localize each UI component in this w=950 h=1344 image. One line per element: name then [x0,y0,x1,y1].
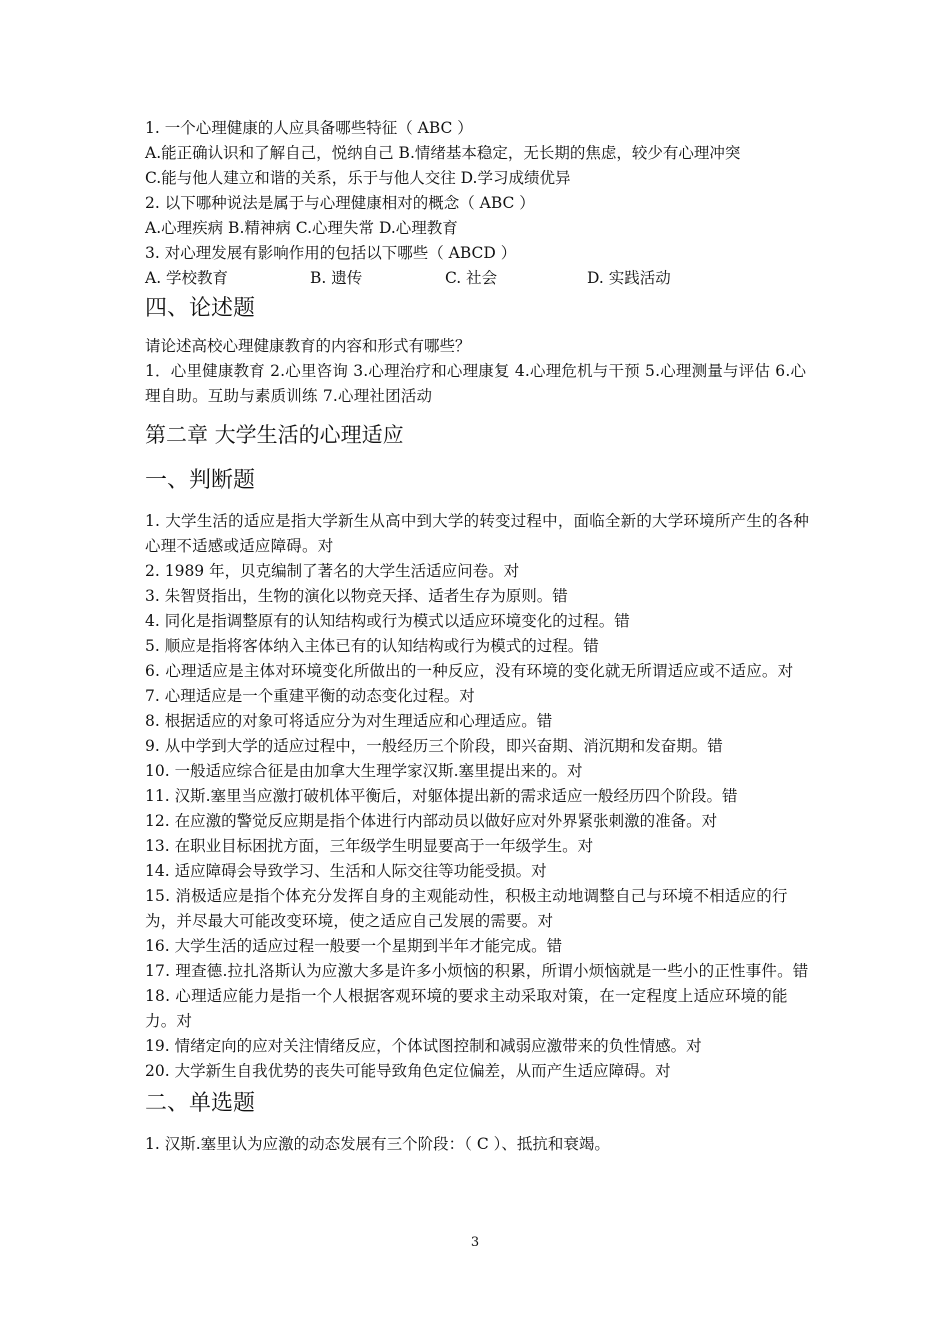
single-choice-section-heading: 二、单选题 [145,1091,256,1116]
true-false-item: 2. 1989 年，贝克编制了著名的大学生活适应问卷。对 [145,562,520,580]
true-false-item: 13. 在职业目标困扰方面，三年级学生明显要高于一年级学生。对 [145,837,594,855]
question-3-option-a: A. 学校教育 [145,269,229,287]
question-3-option-c: C. 社会 [445,269,498,287]
true-false-item: 1. 大学生活的适应是指大学新生从高中到大学的转变过程中，面临全新的大学环境所产生的各种心理不适感或适应障碍。对 [145,512,810,555]
true-false-item: 12. 在应激的警觉反应期是指个体进行内部动员以做好应对外界紧张刺激的准备。对 [145,812,718,830]
true-false-item: 16. 大学生活的适应过程一般要一个星期到半年才能完成。错 [145,937,563,955]
true-false-item: 5. 顺应是指将客体纳入主体已有的认知结构或行为模式的过程。错 [145,637,599,655]
true-false-item: 9. 从中学到大学的适应过程中，一般经历三个阶段，即兴奋期、消沉期和发奋期。错 [145,737,723,755]
multi-choice-question-1: 1. 一个心理健康的人应具备哪些特征（ ABC ） [145,119,473,137]
essay-answer: 1．心里健康教育 2.心里咨询 3.心理治疗和心理康复 4.心理危机与干预 5.心理测量与评估 6.心理自助。互助与素质训练 7.心理社团活动 [145,362,807,405]
multi-choice-question-2: 2. 以下哪种说法是属于与心理健康相对的概念（ ABC ） [145,194,535,212]
true-false-section-heading: 一、判断题 [145,468,256,493]
true-false-item: 11. 汉斯.塞里当应激打破机体平衡后，对躯体提出新的需求适应一般经历四个阶段。错 [145,787,738,805]
true-false-item: 20. 大学新生自我优势的丧失可能导致角色定位偏差，从而产生适应障碍。对 [145,1062,671,1080]
essay-question: 请论述高校心理健康教育的内容和形式有哪些？ [145,337,471,355]
true-false-item: 10. 一般适应综合征是由加拿大生理学家汉斯.塞里提出来的。对 [145,762,583,780]
true-false-item: 17. 理查德.拉扎洛斯认为应激大多是许多小烦恼的积累，所谓小烦恼就是一些小的正性事件。错 [145,962,809,980]
true-false-item: 8. 根据适应的对象可将适应分为对生理适应和心理适应。错 [145,712,553,730]
true-false-item: 7. 心理适应是一个重建平衡的动态变化过程。对 [145,687,475,705]
true-false-item: 3. 朱智贤指出，生物的演化以物竞天择、适者生存为原则。错 [145,587,568,605]
true-false-item: 19. 情绪定向的应对关注情绪反应，个体试图控制和减弱应激带来的负性情感。对 [145,1037,702,1055]
multi-choice-question-3: 3. 对心理发展有影响作用的包括以下哪些（ ABCD ） [145,244,517,262]
true-false-item: 18. 心理适应能力是指一个人根据客观环境的要求主动采取对策，在一定程度上适应环境的能力。对 [145,987,788,1030]
essay-section-heading: 四、论述题 [145,296,256,321]
question-3-option-d: D. 实践活动 [587,269,671,287]
true-false-item: 4. 同化是指调整原有的认知结构或行为模式以适应环境变化的过程。错 [145,612,630,630]
true-false-item: 6. 心理适应是主体对环境变化所做出的一种反应，没有环境的变化就无所谓适应或不适应。对 [145,662,794,680]
page-content [145,116,810,1157]
single-choice-question-1: 1. 汉斯.塞里认为应激的动态发展有三个阶段：（ C ）、抵抗和衰竭。 [145,1135,610,1153]
question-1-options-cd: C.能与他人建立和谐的关系，乐于与他人交往 D.学习成绩优异 [145,169,571,187]
true-false-item: 14. 适应障碍会导致学习、生活和人际交往等功能受损。对 [145,862,547,880]
question-3-options [145,266,810,291]
question-1-options-ab: A.能正确认识和了解自己，悦纳自己 B.情绪基本稳定，无长期的焦虑，较少有心理冲突 [145,144,741,162]
chapter-title: 第二章 大学生活的心理适应 [145,423,404,447]
true-false-item: 15. 消极适应是指个体充分发挥自身的主观能动性，积极主动地调整自己与环境不相适应的行为，并尽最大可能改变环境，使之适应自己发展的需要。对 [145,887,788,930]
question-2-options: A.心理疾病 B.精神病 C.心理失常 D.心理教育 [145,219,458,237]
page-number: 3 [470,1235,480,1250]
question-3-option-b: B. 遗传 [310,269,363,287]
